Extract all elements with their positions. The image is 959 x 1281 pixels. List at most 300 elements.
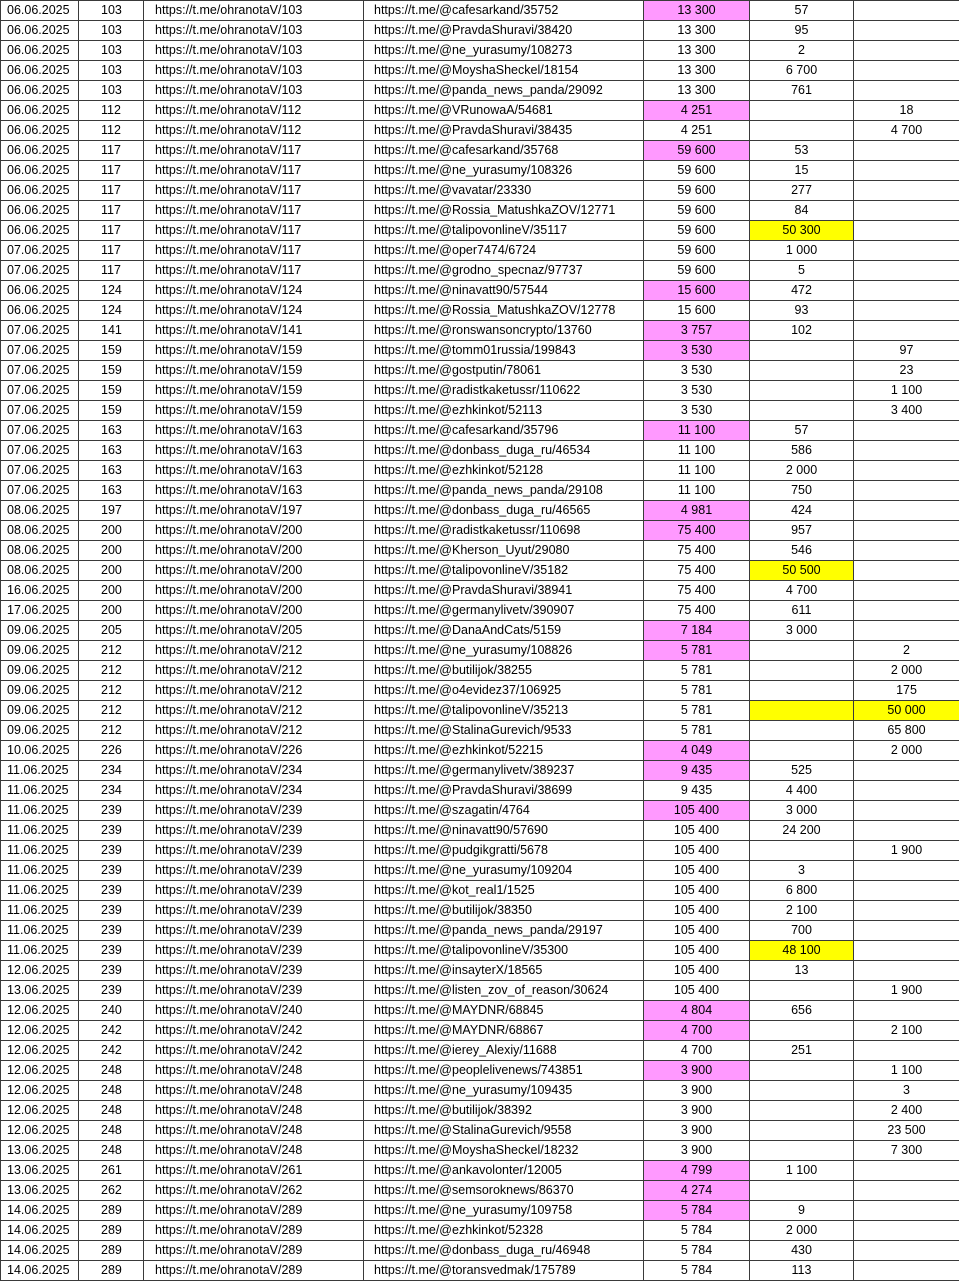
- source-link-cell[interactable]: https://t.me/ohranotaV/117: [144, 181, 364, 201]
- source-link-cell[interactable]: https://t.me/ohranotaV/289: [144, 1241, 364, 1261]
- views-cell[interactable]: 3 900: [644, 1141, 750, 1161]
- value-b-cell[interactable]: [854, 281, 959, 301]
- views-cell[interactable]: 11 100: [644, 461, 750, 481]
- views-cell[interactable]: 105 400: [644, 821, 750, 841]
- repost-link-cell[interactable]: https://t.me/@radistkaketussr/110622: [364, 381, 644, 401]
- repost-link-cell[interactable]: https://t.me/@talipovonlineV/35300: [364, 941, 644, 961]
- repost-link-cell[interactable]: https://t.me/@ierey_Alexiy/11688: [364, 1041, 644, 1061]
- value-a-cell[interactable]: 2 000: [750, 1221, 854, 1241]
- post-number-cell[interactable]: 248: [79, 1081, 144, 1101]
- repost-link-cell[interactable]: https://t.me/@toransvedmak/175789: [364, 1261, 644, 1281]
- post-number-cell[interactable]: 200: [79, 561, 144, 581]
- post-number-cell[interactable]: 239: [79, 821, 144, 841]
- source-link-cell[interactable]: https://t.me/ohranotaV/163: [144, 481, 364, 501]
- views-cell[interactable]: 11 100: [644, 481, 750, 501]
- date-cell[interactable]: 10.06.2025: [1, 741, 79, 761]
- value-a-cell[interactable]: 24 200: [750, 821, 854, 841]
- date-cell[interactable]: 11.06.2025: [1, 861, 79, 881]
- value-a-cell[interactable]: 1 100: [750, 1161, 854, 1181]
- value-b-cell[interactable]: [854, 221, 959, 241]
- value-b-cell[interactable]: 7 300: [854, 1141, 959, 1161]
- value-b-cell[interactable]: [854, 41, 959, 61]
- post-number-cell[interactable]: 289: [79, 1221, 144, 1241]
- source-link-cell[interactable]: https://t.me/ohranotaV/248: [144, 1081, 364, 1101]
- source-link-cell[interactable]: https://t.me/ohranotaV/200: [144, 601, 364, 621]
- value-b-cell[interactable]: [854, 321, 959, 341]
- value-b-cell[interactable]: 50 000: [854, 701, 959, 721]
- repost-link-cell[interactable]: https://t.me/@vavatar/23330: [364, 181, 644, 201]
- repost-link-cell[interactable]: https://t.me/@insayterX/18565: [364, 961, 644, 981]
- value-b-cell[interactable]: 65 800: [854, 721, 959, 741]
- post-number-cell[interactable]: 242: [79, 1021, 144, 1041]
- source-link-cell[interactable]: https://t.me/ohranotaV/242: [144, 1041, 364, 1061]
- repost-link-cell[interactable]: https://t.me/@StalinaGurevich/9533: [364, 721, 644, 741]
- source-link-cell[interactable]: https://t.me/ohranotaV/117: [144, 141, 364, 161]
- post-number-cell[interactable]: 289: [79, 1261, 144, 1281]
- value-a-cell[interactable]: [750, 981, 854, 1001]
- value-a-cell[interactable]: 277: [750, 181, 854, 201]
- source-link-cell[interactable]: https://t.me/ohranotaV/200: [144, 521, 364, 541]
- date-cell[interactable]: 09.06.2025: [1, 621, 79, 641]
- date-cell[interactable]: 11.06.2025: [1, 901, 79, 921]
- date-cell[interactable]: 12.06.2025: [1, 1021, 79, 1041]
- value-b-cell[interactable]: [854, 201, 959, 221]
- repost-link-cell[interactable]: https://t.me/@Rossia_MatushkaZOV/12771: [364, 201, 644, 221]
- source-link-cell[interactable]: https://t.me/ohranotaV/212: [144, 661, 364, 681]
- value-b-cell[interactable]: [854, 441, 959, 461]
- source-link-cell[interactable]: https://t.me/ohranotaV/103: [144, 41, 364, 61]
- repost-link-cell[interactable]: https://t.me/@germanylivetv/389237: [364, 761, 644, 781]
- source-link-cell[interactable]: https://t.me/ohranotaV/242: [144, 1021, 364, 1041]
- views-cell[interactable]: 75 400: [644, 561, 750, 581]
- date-cell[interactable]: 06.06.2025: [1, 201, 79, 221]
- value-b-cell[interactable]: [854, 1241, 959, 1261]
- views-cell[interactable]: 5 781: [644, 701, 750, 721]
- repost-link-cell[interactable]: https://t.me/@tomm01russia/199843: [364, 341, 644, 361]
- date-cell[interactable]: 09.06.2025: [1, 661, 79, 681]
- post-number-cell[interactable]: 103: [79, 21, 144, 41]
- value-b-cell[interactable]: 23: [854, 361, 959, 381]
- views-cell[interactable]: 13 300: [644, 21, 750, 41]
- date-cell[interactable]: 12.06.2025: [1, 1081, 79, 1101]
- value-b-cell[interactable]: [854, 541, 959, 561]
- source-link-cell[interactable]: https://t.me/ohranotaV/197: [144, 501, 364, 521]
- value-b-cell[interactable]: [854, 301, 959, 321]
- value-a-cell[interactable]: [750, 1021, 854, 1041]
- post-number-cell[interactable]: 289: [79, 1241, 144, 1261]
- views-cell[interactable]: 3 900: [644, 1121, 750, 1141]
- value-b-cell[interactable]: 4 700: [854, 121, 959, 141]
- post-number-cell[interactable]: 159: [79, 381, 144, 401]
- source-link-cell[interactable]: https://t.me/ohranotaV/239: [144, 901, 364, 921]
- date-cell[interactable]: 09.06.2025: [1, 641, 79, 661]
- date-cell[interactable]: 08.06.2025: [1, 501, 79, 521]
- source-link-cell[interactable]: https://t.me/ohranotaV/124: [144, 301, 364, 321]
- date-cell[interactable]: 13.06.2025: [1, 1161, 79, 1181]
- repost-link-cell[interactable]: https://t.me/@donbass_duga_ru/46534: [364, 441, 644, 461]
- repost-link-cell[interactable]: https://t.me/@MAYDNR/68845: [364, 1001, 644, 1021]
- value-b-cell[interactable]: 2 400: [854, 1101, 959, 1121]
- value-b-cell[interactable]: [854, 81, 959, 101]
- value-b-cell[interactable]: 2 000: [854, 661, 959, 681]
- views-cell[interactable]: 75 400: [644, 521, 750, 541]
- value-a-cell[interactable]: 50 500: [750, 561, 854, 581]
- value-a-cell[interactable]: 48 100: [750, 941, 854, 961]
- value-a-cell[interactable]: 113: [750, 1261, 854, 1281]
- source-link-cell[interactable]: https://t.me/ohranotaV/159: [144, 341, 364, 361]
- post-number-cell[interactable]: 289: [79, 1201, 144, 1221]
- date-cell[interactable]: 07.06.2025: [1, 241, 79, 261]
- value-a-cell[interactable]: 9: [750, 1201, 854, 1221]
- repost-link-cell[interactable]: https://t.me/@donbass_duga_ru/46565: [364, 501, 644, 521]
- value-b-cell[interactable]: [854, 881, 959, 901]
- views-cell[interactable]: 105 400: [644, 961, 750, 981]
- date-cell[interactable]: 14.06.2025: [1, 1261, 79, 1281]
- value-b-cell[interactable]: [854, 181, 959, 201]
- views-cell[interactable]: 105 400: [644, 981, 750, 1001]
- post-number-cell[interactable]: 239: [79, 861, 144, 881]
- repost-link-cell[interactable]: https://t.me/@MAYDNR/68867: [364, 1021, 644, 1041]
- post-number-cell[interactable]: 112: [79, 121, 144, 141]
- repost-link-cell[interactable]: https://t.me/@grodno_specnaz/97737: [364, 261, 644, 281]
- post-number-cell[interactable]: 112: [79, 101, 144, 121]
- repost-link-cell[interactable]: https://t.me/@peoplelivenews/743851: [364, 1061, 644, 1081]
- value-a-cell[interactable]: 15: [750, 161, 854, 181]
- date-cell[interactable]: 11.06.2025: [1, 821, 79, 841]
- repost-link-cell[interactable]: https://t.me/@donbass_duga_ru/46948: [364, 1241, 644, 1261]
- value-a-cell[interactable]: 102: [750, 321, 854, 341]
- date-cell[interactable]: 11.06.2025: [1, 781, 79, 801]
- post-number-cell[interactable]: 242: [79, 1041, 144, 1061]
- date-cell[interactable]: 12.06.2025: [1, 961, 79, 981]
- value-a-cell[interactable]: 4 700: [750, 581, 854, 601]
- value-a-cell[interactable]: 586: [750, 441, 854, 461]
- date-cell[interactable]: 13.06.2025: [1, 1141, 79, 1161]
- source-link-cell[interactable]: https://t.me/ohranotaV/240: [144, 1001, 364, 1021]
- value-b-cell[interactable]: 1 100: [854, 381, 959, 401]
- post-number-cell[interactable]: 117: [79, 141, 144, 161]
- source-link-cell[interactable]: https://t.me/ohranotaV/159: [144, 361, 364, 381]
- value-b-cell[interactable]: [854, 1161, 959, 1181]
- date-cell[interactable]: 11.06.2025: [1, 921, 79, 941]
- source-link-cell[interactable]: https://t.me/ohranotaV/248: [144, 1061, 364, 1081]
- post-number-cell[interactable]: 200: [79, 541, 144, 561]
- value-a-cell[interactable]: 525: [750, 761, 854, 781]
- value-b-cell[interactable]: [854, 1001, 959, 1021]
- source-link-cell[interactable]: https://t.me/ohranotaV/261: [144, 1161, 364, 1181]
- value-a-cell[interactable]: 6 700: [750, 61, 854, 81]
- date-cell[interactable]: 06.06.2025: [1, 81, 79, 101]
- date-cell[interactable]: 06.06.2025: [1, 161, 79, 181]
- repost-link-cell[interactable]: https://t.me/@ne_yurasumy/109204: [364, 861, 644, 881]
- date-cell[interactable]: 07.06.2025: [1, 481, 79, 501]
- post-number-cell[interactable]: 103: [79, 81, 144, 101]
- views-cell[interactable]: 7 184: [644, 621, 750, 641]
- value-a-cell[interactable]: [750, 1141, 854, 1161]
- value-a-cell[interactable]: 251: [750, 1041, 854, 1061]
- value-b-cell[interactable]: 3: [854, 1081, 959, 1101]
- repost-link-cell[interactable]: https://t.me/@ronswansoncrypto/13760: [364, 321, 644, 341]
- post-number-cell[interactable]: 200: [79, 521, 144, 541]
- source-link-cell[interactable]: https://t.me/ohranotaV/103: [144, 61, 364, 81]
- post-number-cell[interactable]: 239: [79, 901, 144, 921]
- repost-link-cell[interactable]: https://t.me/@cafesarkand/35752: [364, 1, 644, 21]
- value-b-cell[interactable]: [854, 421, 959, 441]
- source-link-cell[interactable]: https://t.me/ohranotaV/103: [144, 1, 364, 21]
- value-a-cell[interactable]: [750, 701, 854, 721]
- source-link-cell[interactable]: https://t.me/ohranotaV/239: [144, 801, 364, 821]
- repost-link-cell[interactable]: https://t.me/@ezhkinkot/52328: [364, 1221, 644, 1241]
- value-a-cell[interactable]: 50 300: [750, 221, 854, 241]
- repost-link-cell[interactable]: https://t.me/@PravdaShuravi/38941: [364, 581, 644, 601]
- date-cell[interactable]: 14.06.2025: [1, 1241, 79, 1261]
- views-cell[interactable]: 13 300: [644, 61, 750, 81]
- value-b-cell[interactable]: [854, 501, 959, 521]
- value-a-cell[interactable]: 3 000: [750, 801, 854, 821]
- repost-link-cell[interactable]: https://t.me/@oper7474/6724: [364, 241, 644, 261]
- views-cell[interactable]: 15 600: [644, 301, 750, 321]
- views-cell[interactable]: 105 400: [644, 801, 750, 821]
- value-b-cell[interactable]: [854, 601, 959, 621]
- source-link-cell[interactable]: https://t.me/ohranotaV/234: [144, 761, 364, 781]
- value-b-cell[interactable]: [854, 1201, 959, 1221]
- post-number-cell[interactable]: 248: [79, 1141, 144, 1161]
- views-cell[interactable]: 4 700: [644, 1021, 750, 1041]
- value-a-cell[interactable]: [750, 1061, 854, 1081]
- post-number-cell[interactable]: 234: [79, 781, 144, 801]
- date-cell[interactable]: 09.06.2025: [1, 721, 79, 741]
- value-b-cell[interactable]: 175: [854, 681, 959, 701]
- views-cell[interactable]: 13 300: [644, 81, 750, 101]
- repost-link-cell[interactable]: https://t.me/@ne_yurasumy/108826: [364, 641, 644, 661]
- value-a-cell[interactable]: [750, 681, 854, 701]
- date-cell[interactable]: 07.06.2025: [1, 441, 79, 461]
- source-link-cell[interactable]: https://t.me/ohranotaV/239: [144, 881, 364, 901]
- post-number-cell[interactable]: 248: [79, 1101, 144, 1121]
- repost-link-cell[interactable]: https://t.me/@StalinaGurevich/9558: [364, 1121, 644, 1141]
- source-link-cell[interactable]: https://t.me/ohranotaV/212: [144, 721, 364, 741]
- value-b-cell[interactable]: [854, 961, 959, 981]
- date-cell[interactable]: 14.06.2025: [1, 1221, 79, 1241]
- repost-link-cell[interactable]: https://t.me/@cafesarkand/35796: [364, 421, 644, 441]
- views-cell[interactable]: 5 784: [644, 1261, 750, 1281]
- date-cell[interactable]: 11.06.2025: [1, 841, 79, 861]
- date-cell[interactable]: 06.06.2025: [1, 121, 79, 141]
- repost-link-cell[interactable]: https://t.me/@MoyshaSheckel/18154: [364, 61, 644, 81]
- date-cell[interactable]: 07.06.2025: [1, 341, 79, 361]
- value-b-cell[interactable]: [854, 1261, 959, 1281]
- source-link-cell[interactable]: https://t.me/ohranotaV/163: [144, 421, 364, 441]
- source-link-cell[interactable]: https://t.me/ohranotaV/159: [144, 401, 364, 421]
- date-cell[interactable]: 07.06.2025: [1, 461, 79, 481]
- date-cell[interactable]: 09.06.2025: [1, 681, 79, 701]
- value-a-cell[interactable]: 3: [750, 861, 854, 881]
- post-number-cell[interactable]: 117: [79, 261, 144, 281]
- date-cell[interactable]: 07.06.2025: [1, 261, 79, 281]
- post-number-cell[interactable]: 103: [79, 41, 144, 61]
- value-a-cell[interactable]: [750, 741, 854, 761]
- date-cell[interactable]: 12.06.2025: [1, 1121, 79, 1141]
- date-cell[interactable]: 12.06.2025: [1, 1101, 79, 1121]
- views-cell[interactable]: 9 435: [644, 761, 750, 781]
- post-number-cell[interactable]: 117: [79, 241, 144, 261]
- views-cell[interactable]: 11 100: [644, 441, 750, 461]
- date-cell[interactable]: 13.06.2025: [1, 981, 79, 1001]
- value-a-cell[interactable]: [750, 841, 854, 861]
- views-cell[interactable]: 59 600: [644, 241, 750, 261]
- date-cell[interactable]: 06.06.2025: [1, 61, 79, 81]
- views-cell[interactable]: 5 784: [644, 1241, 750, 1261]
- post-number-cell[interactable]: 124: [79, 301, 144, 321]
- repost-link-cell[interactable]: https://t.me/@radistkaketussr/110698: [364, 521, 644, 541]
- value-a-cell[interactable]: 93: [750, 301, 854, 321]
- repost-link-cell[interactable]: https://t.me/@butilijok/38392: [364, 1101, 644, 1121]
- views-cell[interactable]: 5 784: [644, 1201, 750, 1221]
- date-cell[interactable]: 07.06.2025: [1, 361, 79, 381]
- value-b-cell[interactable]: [854, 801, 959, 821]
- post-number-cell[interactable]: 212: [79, 701, 144, 721]
- value-a-cell[interactable]: 57: [750, 421, 854, 441]
- post-number-cell[interactable]: 248: [79, 1121, 144, 1141]
- source-link-cell[interactable]: https://t.me/ohranotaV/239: [144, 841, 364, 861]
- repost-link-cell[interactable]: https://t.me/@ezhkinkot/52113: [364, 401, 644, 421]
- post-number-cell[interactable]: 103: [79, 61, 144, 81]
- value-b-cell[interactable]: [854, 241, 959, 261]
- views-cell[interactable]: 9 435: [644, 781, 750, 801]
- repost-link-cell[interactable]: https://t.me/@ninavatt90/57544: [364, 281, 644, 301]
- post-number-cell[interactable]: 141: [79, 321, 144, 341]
- repost-link-cell[interactable]: https://t.me/@szagatin/4764: [364, 801, 644, 821]
- source-link-cell[interactable]: https://t.me/ohranotaV/163: [144, 441, 364, 461]
- date-cell[interactable]: 09.06.2025: [1, 701, 79, 721]
- post-number-cell[interactable]: 239: [79, 961, 144, 981]
- source-link-cell[interactable]: https://t.me/ohranotaV/248: [144, 1101, 364, 1121]
- value-a-cell[interactable]: 546: [750, 541, 854, 561]
- value-a-cell[interactable]: 656: [750, 1001, 854, 1021]
- value-a-cell[interactable]: 957: [750, 521, 854, 541]
- source-link-cell[interactable]: https://t.me/ohranotaV/212: [144, 701, 364, 721]
- date-cell[interactable]: 12.06.2025: [1, 1061, 79, 1081]
- value-a-cell[interactable]: [750, 641, 854, 661]
- post-number-cell[interactable]: 205: [79, 621, 144, 641]
- value-b-cell[interactable]: [854, 261, 959, 281]
- value-b-cell[interactable]: 2 000: [854, 741, 959, 761]
- views-cell[interactable]: 13 300: [644, 1, 750, 21]
- source-link-cell[interactable]: https://t.me/ohranotaV/200: [144, 581, 364, 601]
- source-link-cell[interactable]: https://t.me/ohranotaV/239: [144, 981, 364, 1001]
- source-link-cell[interactable]: https://t.me/ohranotaV/103: [144, 81, 364, 101]
- date-cell[interactable]: 06.06.2025: [1, 1, 79, 21]
- value-b-cell[interactable]: 2: [854, 641, 959, 661]
- value-b-cell[interactable]: [854, 481, 959, 501]
- source-link-cell[interactable]: https://t.me/ohranotaV/117: [144, 221, 364, 241]
- value-b-cell[interactable]: [854, 921, 959, 941]
- value-a-cell[interactable]: 53: [750, 141, 854, 161]
- value-b-cell[interactable]: 3 400: [854, 401, 959, 421]
- value-b-cell[interactable]: 18: [854, 101, 959, 121]
- views-cell[interactable]: 75 400: [644, 541, 750, 561]
- views-cell[interactable]: 105 400: [644, 941, 750, 961]
- repost-link-cell[interactable]: https://t.me/@ne_yurasumy/109435: [364, 1081, 644, 1101]
- post-number-cell[interactable]: 117: [79, 181, 144, 201]
- source-link-cell[interactable]: https://t.me/ohranotaV/200: [144, 541, 364, 561]
- post-number-cell[interactable]: 212: [79, 641, 144, 661]
- post-number-cell[interactable]: 239: [79, 981, 144, 1001]
- views-cell[interactable]: 3 530: [644, 361, 750, 381]
- date-cell[interactable]: 11.06.2025: [1, 881, 79, 901]
- views-cell[interactable]: 4 274: [644, 1181, 750, 1201]
- value-a-cell[interactable]: 4 400: [750, 781, 854, 801]
- value-b-cell[interactable]: [854, 161, 959, 181]
- views-cell[interactable]: 5 781: [644, 681, 750, 701]
- post-number-cell[interactable]: 261: [79, 1161, 144, 1181]
- views-cell[interactable]: 3 757: [644, 321, 750, 341]
- date-cell[interactable]: 06.06.2025: [1, 301, 79, 321]
- views-cell[interactable]: 59 600: [644, 141, 750, 161]
- source-link-cell[interactable]: https://t.me/ohranotaV/239: [144, 961, 364, 981]
- date-cell[interactable]: 11.06.2025: [1, 941, 79, 961]
- views-cell[interactable]: 75 400: [644, 601, 750, 621]
- source-link-cell[interactable]: https://t.me/ohranotaV/141: [144, 321, 364, 341]
- repost-link-cell[interactable]: https://t.me/@PravdaShuravi/38420: [364, 21, 644, 41]
- views-cell[interactable]: 59 600: [644, 181, 750, 201]
- views-cell[interactable]: 5 781: [644, 661, 750, 681]
- date-cell[interactable]: 07.06.2025: [1, 381, 79, 401]
- source-link-cell[interactable]: https://t.me/ohranotaV/117: [144, 161, 364, 181]
- value-a-cell[interactable]: [750, 1121, 854, 1141]
- repost-link-cell[interactable]: https://t.me/@VRunowaA/54681: [364, 101, 644, 121]
- value-a-cell[interactable]: [750, 721, 854, 741]
- value-b-cell[interactable]: [854, 781, 959, 801]
- value-a-cell[interactable]: 13: [750, 961, 854, 981]
- post-number-cell[interactable]: 212: [79, 681, 144, 701]
- views-cell[interactable]: 3 900: [644, 1081, 750, 1101]
- value-a-cell[interactable]: 57: [750, 1, 854, 21]
- value-a-cell[interactable]: 95: [750, 21, 854, 41]
- value-a-cell[interactable]: [750, 361, 854, 381]
- source-link-cell[interactable]: https://t.me/ohranotaV/289: [144, 1221, 364, 1241]
- date-cell[interactable]: 06.06.2025: [1, 21, 79, 41]
- repost-link-cell[interactable]: https://t.me/@ne_yurasumy/108273: [364, 41, 644, 61]
- value-a-cell[interactable]: 84: [750, 201, 854, 221]
- date-cell[interactable]: 06.06.2025: [1, 101, 79, 121]
- views-cell[interactable]: 105 400: [644, 881, 750, 901]
- views-cell[interactable]: 105 400: [644, 861, 750, 881]
- repost-link-cell[interactable]: https://t.me/@panda_news_panda/29092: [364, 81, 644, 101]
- views-cell[interactable]: 4 700: [644, 1041, 750, 1061]
- source-link-cell[interactable]: https://t.me/ohranotaV/239: [144, 821, 364, 841]
- post-number-cell[interactable]: 117: [79, 161, 144, 181]
- repost-link-cell[interactable]: https://t.me/@panda_news_panda/29108: [364, 481, 644, 501]
- value-a-cell[interactable]: 1 000: [750, 241, 854, 261]
- repost-link-cell[interactable]: https://t.me/@PravdaShuravi/38699: [364, 781, 644, 801]
- source-link-cell[interactable]: https://t.me/ohranotaV/239: [144, 921, 364, 941]
- repost-link-cell[interactable]: https://t.me/@o4evidez37/106925: [364, 681, 644, 701]
- repost-link-cell[interactable]: https://t.me/@butilijok/38255: [364, 661, 644, 681]
- source-link-cell[interactable]: https://t.me/ohranotaV/163: [144, 461, 364, 481]
- value-a-cell[interactable]: 472: [750, 281, 854, 301]
- post-number-cell[interactable]: 212: [79, 721, 144, 741]
- date-cell[interactable]: 06.06.2025: [1, 181, 79, 201]
- value-b-cell[interactable]: 23 500: [854, 1121, 959, 1141]
- post-number-cell[interactable]: 159: [79, 361, 144, 381]
- post-number-cell[interactable]: 117: [79, 201, 144, 221]
- value-a-cell[interactable]: 2: [750, 41, 854, 61]
- post-number-cell[interactable]: 163: [79, 461, 144, 481]
- value-a-cell[interactable]: 5: [750, 261, 854, 281]
- views-cell[interactable]: 59 600: [644, 221, 750, 241]
- source-link-cell[interactable]: https://t.me/ohranotaV/248: [144, 1121, 364, 1141]
